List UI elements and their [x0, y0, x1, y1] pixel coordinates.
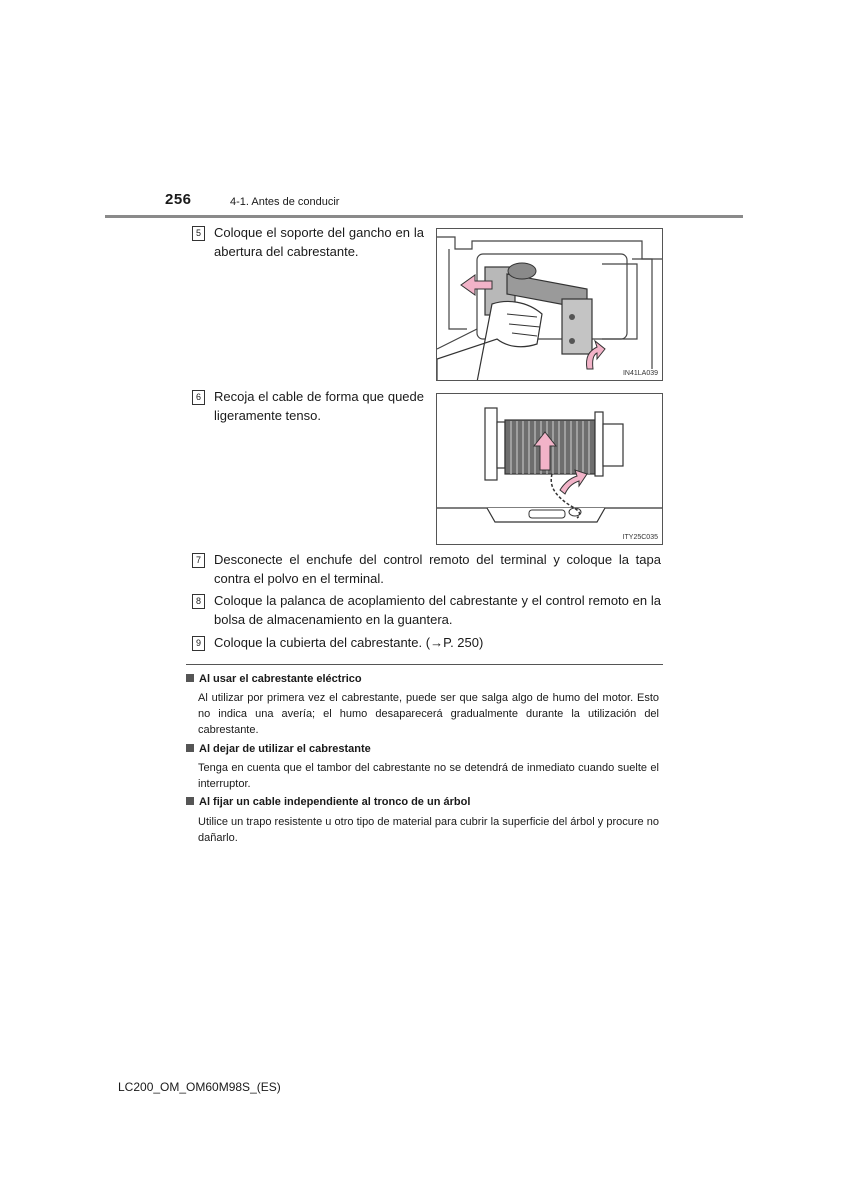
note-title: Al dejar de utilizar el cabrestante — [199, 743, 371, 755]
note-heading — [186, 796, 470, 808]
figure-winch-drum — [436, 393, 663, 545]
document-code: LC200_OM_OM60M98S_(ES) — [118, 1080, 281, 1094]
note-title: Al fijar un cable independiente al tronco de un árbol — [199, 796, 471, 808]
step-number-6: 6 — [192, 390, 205, 405]
notes-divider — [186, 664, 663, 665]
hook-bracket-illustration — [437, 229, 663, 381]
section-title: 4-1. Antes de conducir — [230, 196, 340, 208]
figure-code: IN41LA039 — [622, 370, 658, 377]
step-number-7: 7 — [192, 553, 205, 568]
note-body: Tenga en cuenta que el tambor del cabrestante no se detendrá de inmediato cuando suelte el interruptor. — [198, 762, 659, 790]
step-number-8: 8 — [192, 594, 205, 609]
note-body: Al utilizar por primera vez el cabrestante, puede ser que salga algo de humo del motor. Esto no indica una avería; el humo desaparecerá gradualmente durante la utilización del cabrestante. — [198, 692, 659, 736]
page-number: 256 — [165, 191, 192, 208]
header-divider — [105, 215, 743, 218]
step-number-5: 5 — [192, 226, 205, 241]
step-text-6: Recoja el cable de forma que quede ligeramente tenso. — [214, 389, 424, 423]
bullet-square-icon — [186, 674, 194, 682]
step-text-9: Coloque la cubierta del cabrestante. (→P. 250) — [214, 635, 484, 650]
figure-code: ITY25C035 — [622, 534, 658, 541]
winch-drum-illustration — [437, 394, 663, 545]
note-title: Al usar el cabrestante eléctrico — [199, 673, 362, 685]
note-heading — [186, 743, 371, 755]
step-number-9: 9 — [192, 636, 205, 651]
step-text-8: Coloque la palanca de acoplamiento del cabrestante y el control remoto en la bolsa de almacenamiento en la guantera. — [214, 593, 661, 627]
bullet-square-icon — [186, 797, 194, 805]
step-text-7: Desconecte el enchufe del control remoto del terminal y coloque la tapa contra el polvo en el terminal. — [214, 552, 661, 586]
bullet-square-icon — [186, 744, 194, 752]
step-text-5: Coloque el soporte del gancho en la abertura del cabrestante. — [214, 225, 424, 259]
note-body: Utilice un trapo resistente u otro tipo de material para cubrir la superficie del árbol y procure no dañarlo. — [198, 816, 659, 844]
figure-hook-bracket — [436, 228, 663, 381]
note-heading — [186, 673, 362, 685]
